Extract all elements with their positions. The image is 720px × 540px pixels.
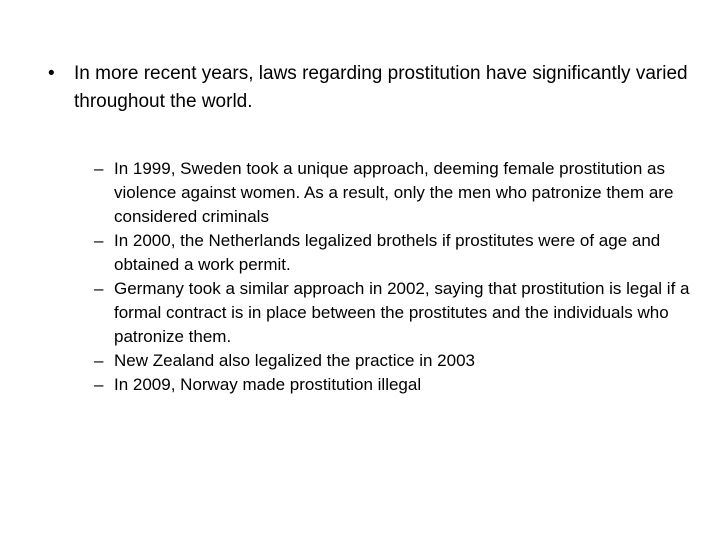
sub-bullet-netherlands [94, 229, 694, 277]
sub-bullet-norway [94, 373, 694, 397]
sub-bullet-text: In 1999, Sweden took a unique approach, deeming female prostitution as violence against women. As a result, only the men who patronize them are considered criminals [114, 159, 674, 226]
sub-bullet-list [94, 157, 694, 397]
dash-marker: – [94, 375, 104, 394]
sub-bullet-text: New Zealand also legalized the practice in 2003 [114, 351, 476, 370]
main-bullet [48, 60, 688, 116]
sub-bullet-sweden [94, 157, 694, 229]
bullet-marker: • [48, 63, 55, 84]
dash-marker: – [94, 279, 104, 298]
sub-bullet-text: Germany took a similar approach in 2002, saying that prostitution is legal if a formal contract is in place between the prostitutes and the individuals who patronize them. [114, 279, 690, 346]
sub-bullet-text: In 2000, the Netherlands legalized brothels if prostitutes were of age and obtained a work permit. [114, 231, 661, 274]
sub-bullet-text: In 2009, Norway made prostitution illegal [114, 375, 422, 394]
sub-bullet-germany [94, 277, 694, 349]
main-bullet-text: In more recent years, laws regarding prostitution have significantly varied throughout the world. [74, 63, 688, 112]
dash-marker: – [94, 351, 104, 370]
dash-marker: – [94, 231, 104, 250]
dash-marker: – [94, 159, 104, 178]
sub-bullet-new-zealand [94, 349, 694, 373]
